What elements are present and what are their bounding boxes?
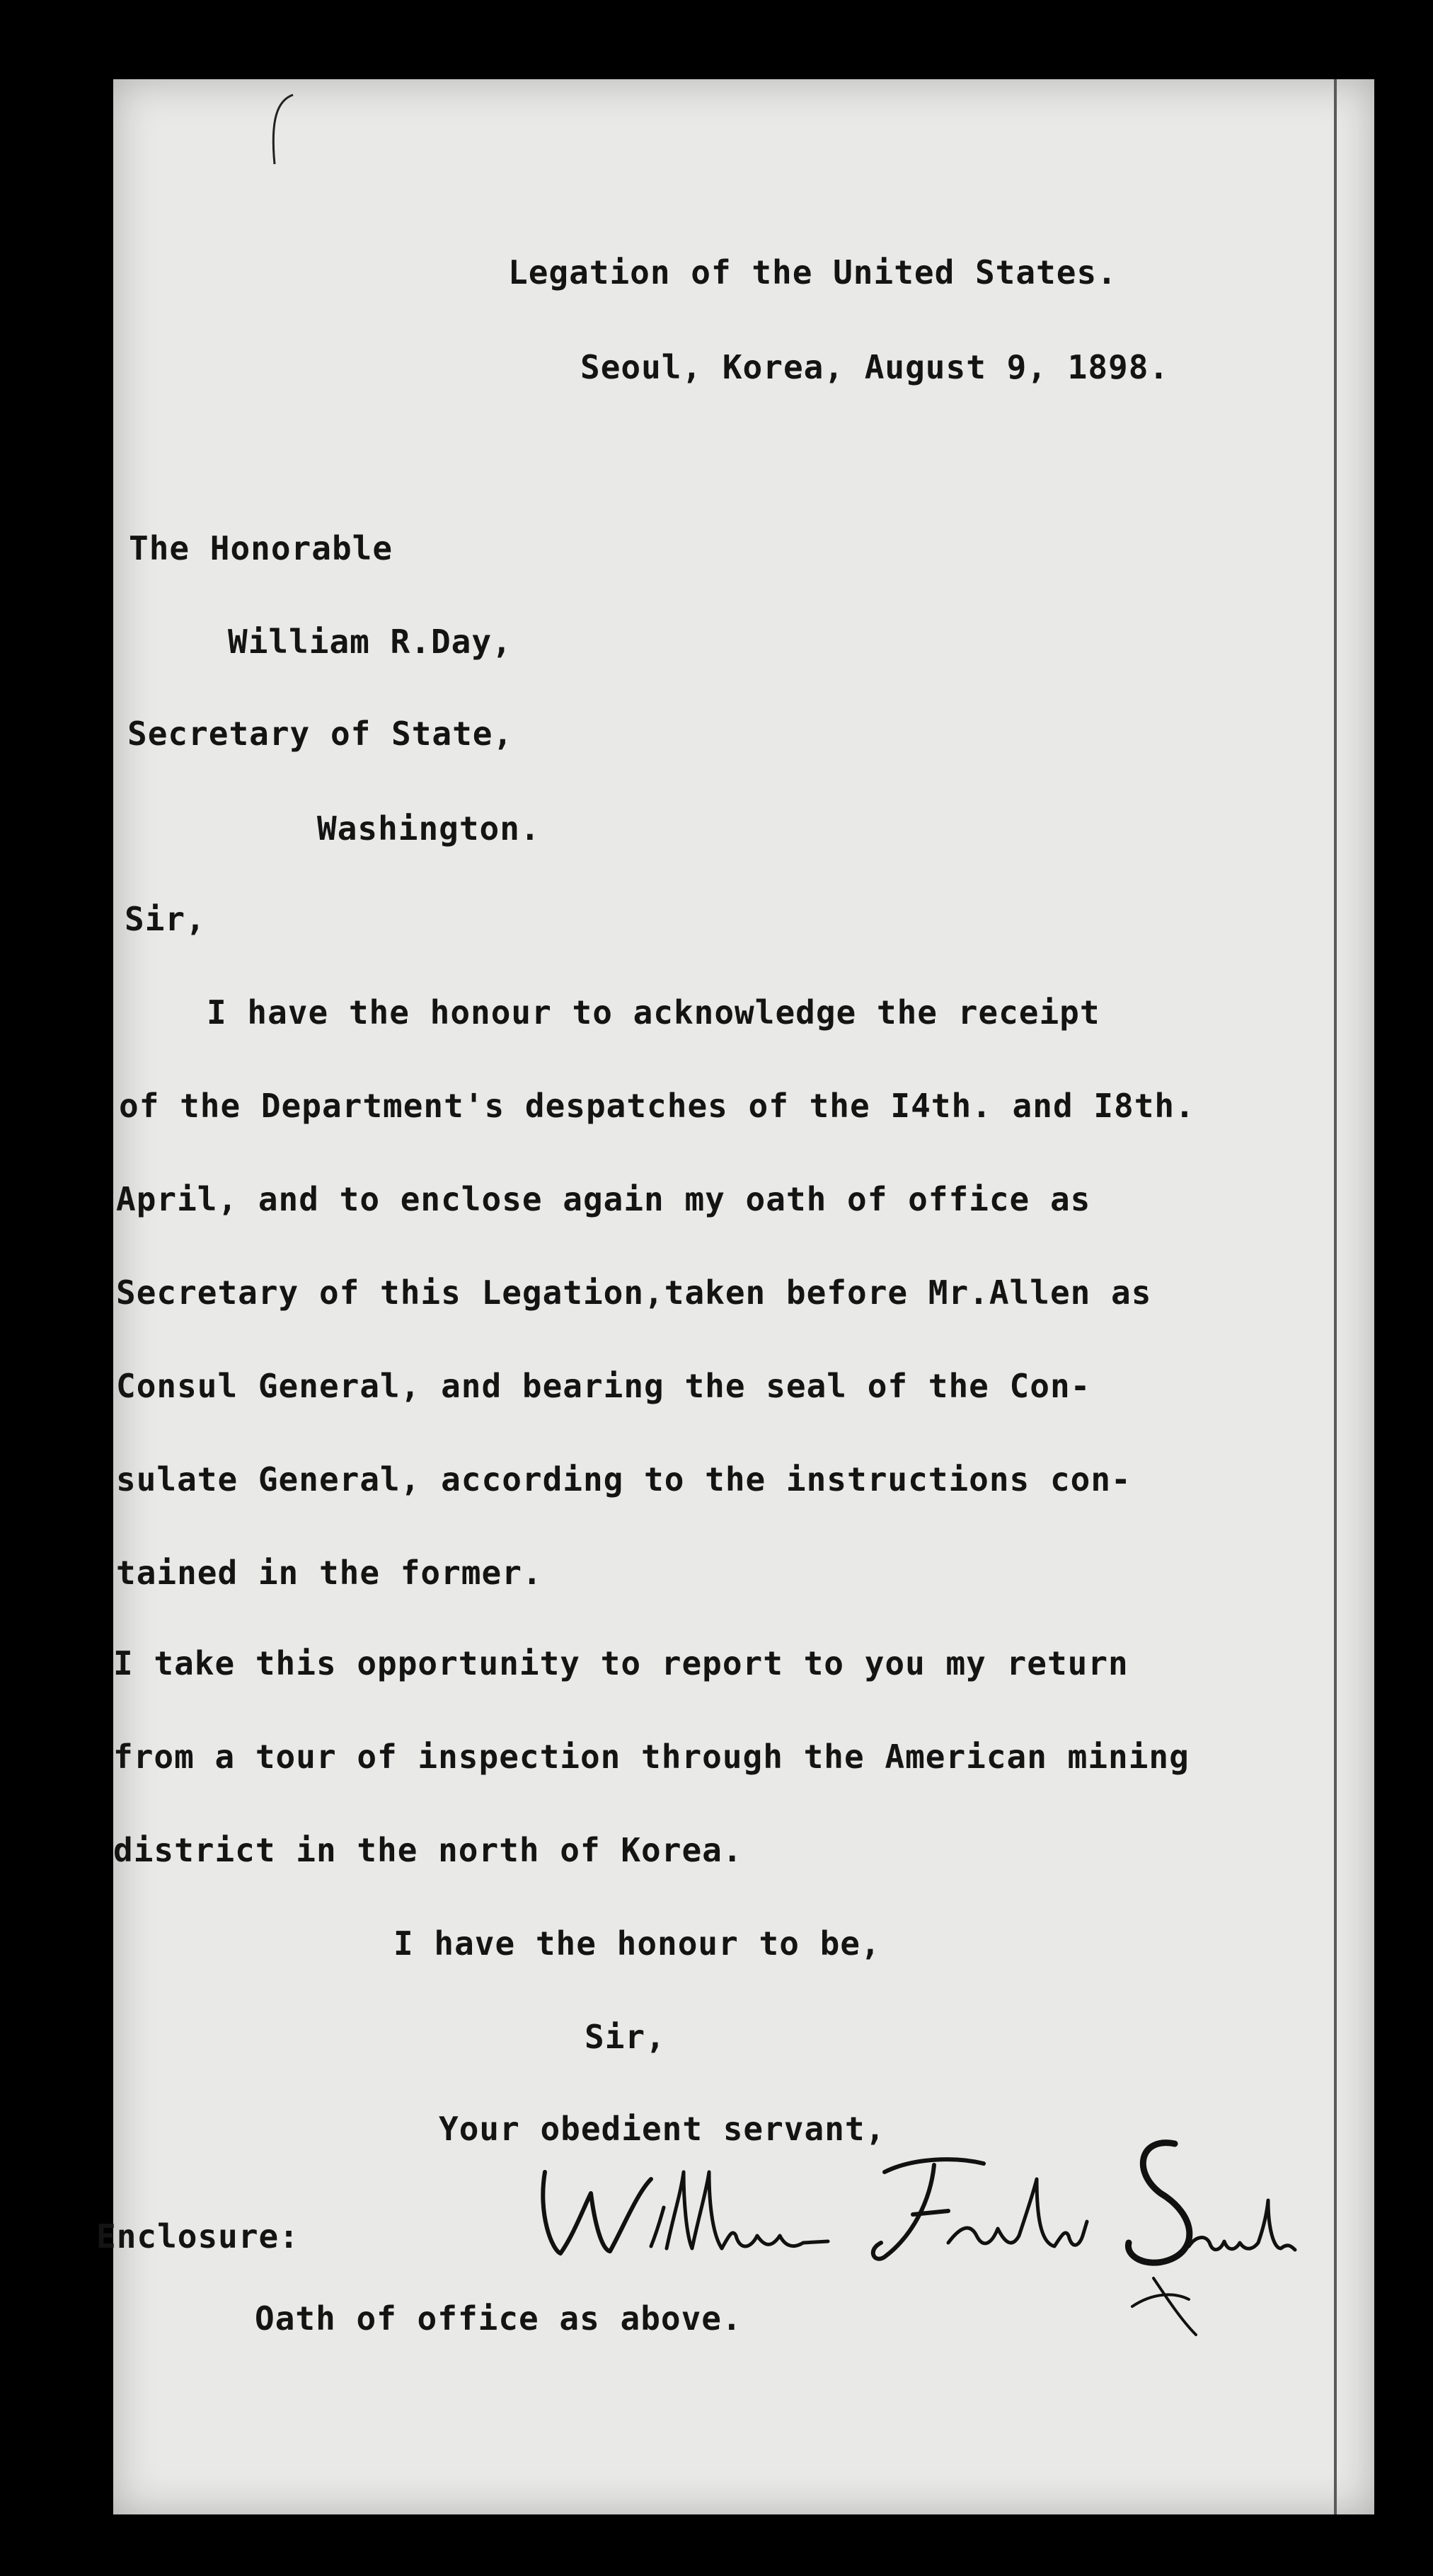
enclosure-text: Oath of office as above.: [255, 2299, 742, 2338]
place-date: Seoul, Korea, August 9, 1898.: [580, 348, 1170, 386]
body-line: Consul General, and bearing the seal of the Con-: [116, 1367, 1091, 1405]
body-line: tained in the former.: [116, 1554, 543, 1592]
pencil-mark: [267, 91, 296, 168]
closing-line: I have the honour to be,: [393, 1924, 881, 1963]
closing-servant: Your obedient servant,: [439, 2110, 886, 2148]
addressee-title: The Honorable: [129, 529, 393, 567]
addressee-name: William R.Day,: [228, 623, 512, 661]
body-line: district in the north of Korea.: [113, 1831, 743, 1869]
enclosure-label: Enclosure:: [96, 2217, 299, 2256]
body-line: I take this opportunity to report to you my return: [113, 1644, 1129, 1682]
greeting: Sir,: [125, 900, 206, 938]
body-line: from a tour of inspection through the American mining: [113, 1738, 1190, 1776]
body-line: Secretary of this Legation,taken before Mr.Allen as: [116, 1273, 1152, 1312]
body-line: I have the honour to acknowledge the receipt: [207, 993, 1100, 1032]
body-line: sulate General, according to the instructions con-: [116, 1460, 1132, 1498]
page-edge-line: [1334, 79, 1337, 2514]
closing-sir: Sir,: [585, 2018, 666, 2056]
legation-heading: Legation of the United States.: [508, 253, 1117, 291]
body-line: of the Department's despatches of the I4th. and I8th.: [119, 1087, 1195, 1125]
addressee-city: Washington.: [317, 809, 541, 848]
addressee-office: Secretary of State,: [127, 715, 514, 753]
body-line: April, and to enclose again my oath of office as: [116, 1180, 1091, 1218]
